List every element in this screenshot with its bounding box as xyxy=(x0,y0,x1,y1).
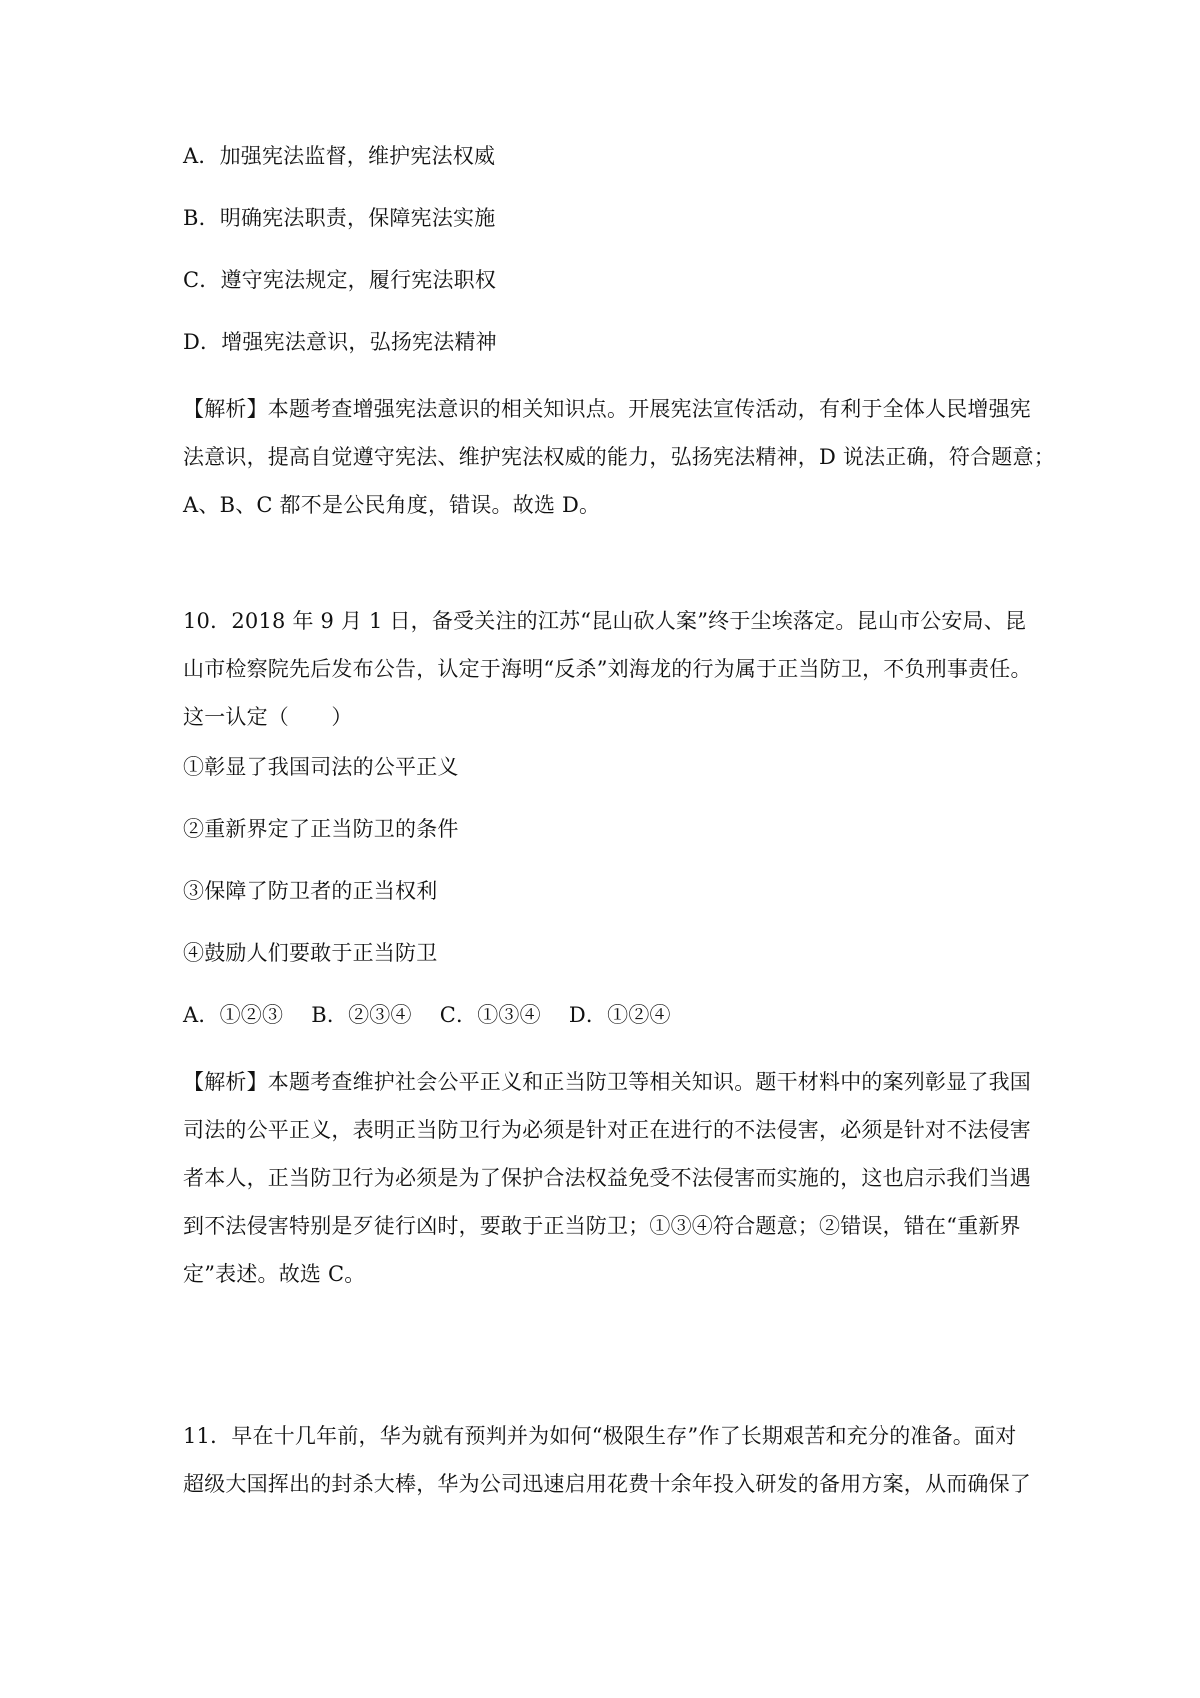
q9-analysis xyxy=(183,385,1055,529)
q10-analysis-line: 者本人，正当防卫行为必须是为了保护合法权益免受不法侵害而实施的，这也启示我们当遇 xyxy=(183,1166,1031,1190)
q11-stem xyxy=(183,1412,1031,1508)
q10-analysis xyxy=(183,1058,1031,1298)
q10-statement-4: ④鼓励人们要敢于正当防卫 xyxy=(183,941,438,965)
q9-option-d: D．增强宪法意识，弘扬宪法精神 xyxy=(183,330,497,354)
q10-stem-line: 山市检察院先后发布公告，认定于海明“反杀”刘海龙的行为属于正当防卫，不负刑事责任。 xyxy=(183,657,1032,681)
q9-analysis-line: A、B、C 都不是公民角度，错误。故选 D。 xyxy=(183,493,601,517)
q9-analysis-line: 【解析】本题考查增强宪法意识的相关知识点。开展宪法宣传活动，有利于全体人民增强宪 xyxy=(183,397,1031,421)
q11-stem-line: 超级大国挥出的封杀大棒，华为公司迅速启用花费十余年投入研发的备用方案，从而确保了 xyxy=(183,1472,1031,1496)
q10-stem xyxy=(183,597,1032,741)
q10-statement-2: ②重新界定了正当防卫的条件 xyxy=(183,817,459,841)
q10-statement-1: ①彰显了我国司法的公平正义 xyxy=(183,755,459,779)
q10-analysis-line: 到不法侵害特别是歹徒行凶时，要敢于正当防卫；①③④符合题意；②错误，错在“重新界 xyxy=(183,1214,1021,1238)
q9-option-a: A．加强宪法监督，维护宪法权威 xyxy=(183,144,496,168)
q9-analysis-line: 法意识，提高自觉遵守宪法、维护宪法权威的能力，弘扬宪法精神，D 说法正确，符合题意； xyxy=(183,445,1055,469)
q10-analysis-line: 【解析】本题考查维护社会公平正义和正当防卫等相关知识。题干材料中的案列彰显了我国 xyxy=(183,1070,1031,1094)
q11-stem-line: 11．早在十几年前，华为就有预判并为如何“极限生存”作了长期艰苦和充分的准备。面对 xyxy=(183,1424,1017,1448)
q10-stem-line: 这一认定（ ） xyxy=(183,705,353,729)
q9-option-c: C．遵守宪法规定，履行宪法职权 xyxy=(183,268,497,292)
q9-option-b: B．明确宪法职责，保障宪法实施 xyxy=(183,206,496,230)
q10-stem-line: 10．2018 年 9 月 1 日，备受关注的江苏“昆山砍人案”终于尘埃落定。昆山市公安局、昆 xyxy=(183,609,1027,633)
q10-analysis-line: 定”表述。故选 C。 xyxy=(183,1262,366,1286)
q10-choices: A．①②③ B．②③④ C．①③④ D．①②④ xyxy=(183,1003,671,1027)
q10-statement-3: ③保障了防卫者的正当权利 xyxy=(183,879,438,903)
q10-analysis-line: 司法的公平正义，表明正当防卫行为必须是针对正在进行的不法侵害，必须是针对不法侵害 xyxy=(183,1118,1031,1142)
